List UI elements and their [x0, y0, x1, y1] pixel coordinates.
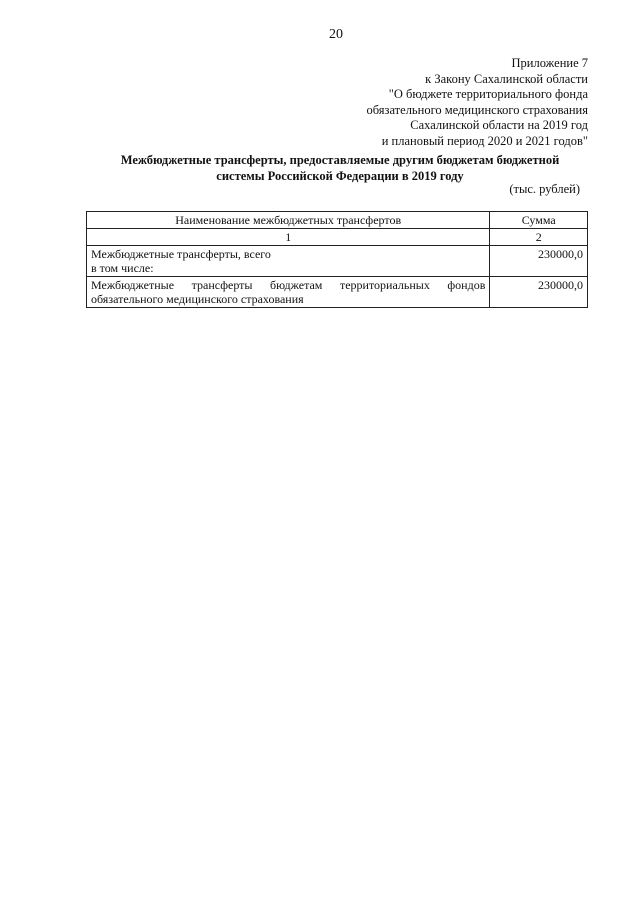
table-header-row [87, 212, 588, 229]
column-number: 2 [490, 229, 588, 246]
appendix-line: обязательного медицинского страхования [366, 102, 588, 117]
row-name: Межбюджетные трансферты, всего [91, 247, 271, 261]
appendix-block [366, 56, 588, 149]
row-name: Межбюджетные трансферты бюджетам территориальных фондов обязательного медицинского страхования [87, 277, 490, 308]
title-line: системы Российской Федерации в 2019 году [216, 168, 464, 183]
appendix-line: к Закону Сахалинской области [425, 71, 588, 86]
row-name-cell [87, 246, 490, 277]
header-amount: Сумма [490, 212, 588, 229]
title-line: Межбюджетные трансферты, предоставляемые другим бюджетам бюджетной [120, 153, 560, 167]
column-numbers-row [87, 229, 588, 246]
units-label: (тыс. рублей) [509, 182, 580, 196]
table-row [87, 246, 588, 277]
table-row [87, 277, 588, 308]
appendix-line: и плановый период 2020 и 2021 годов" [381, 133, 588, 148]
page-number: 20 [329, 27, 343, 42]
header-name: Наименование межбюджетных трансфертов [87, 212, 490, 229]
transfers-table [86, 211, 588, 308]
column-number: 1 [87, 229, 490, 246]
row-amount: 230000,0 [490, 246, 588, 277]
document-title [80, 153, 600, 184]
appendix-line: "О бюджете территориального фонда [388, 87, 588, 101]
appendix-line: Сахалинской области на 2019 год [410, 118, 588, 132]
row-note: в том числе: [91, 261, 154, 275]
row-amount: 230000,0 [490, 277, 588, 308]
appendix-line: Приложение 7 [511, 56, 588, 70]
